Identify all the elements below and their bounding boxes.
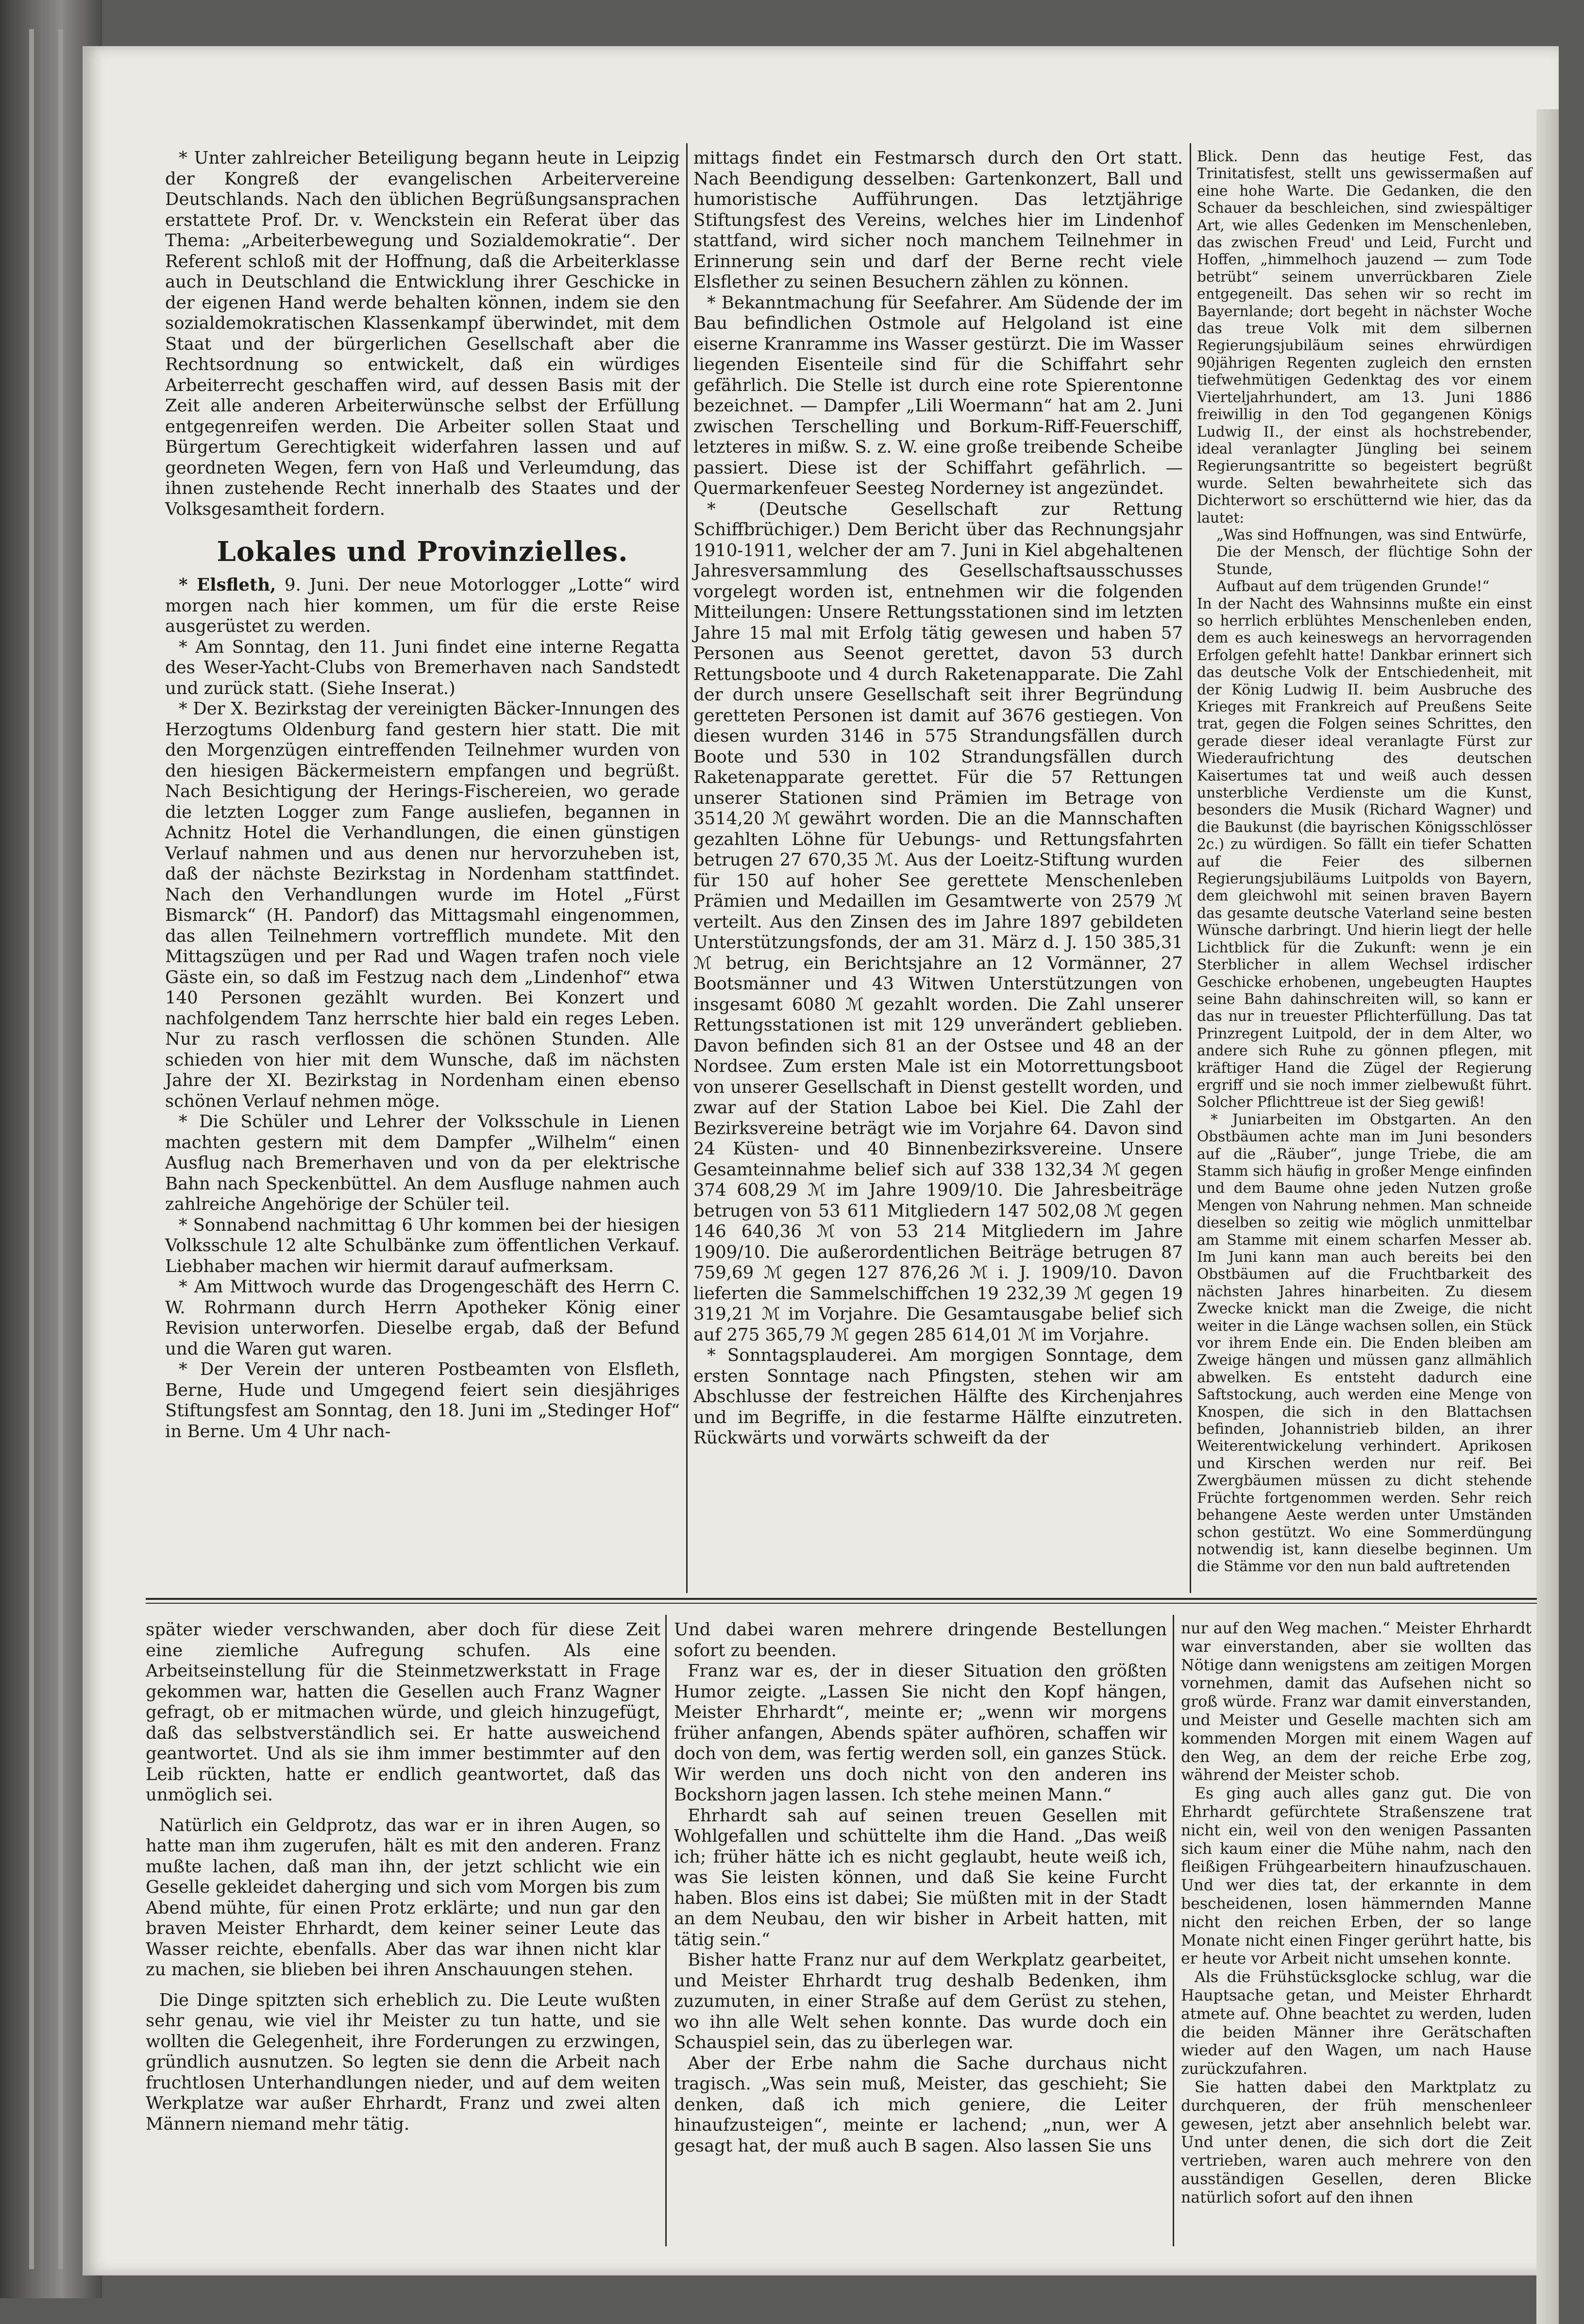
top-column-3 — [1197, 148, 1532, 1576]
article-drogengeschaeft: * Am Mittwoch wurde das Drogengeschäft des Herrn C. W. Rohrmann durch Herrn Apotheker König einer Revision unterworfen. Dieselbe ergab, daß der Befund und die Waren gut waren. — [165, 1277, 680, 1359]
poem-line: Aufbaut auf dem trügenden Grunde!“ — [1216, 578, 1490, 595]
dateline: * Elsfleth, — [179, 575, 276, 595]
article-seefahrer: * Bekanntmachung für Seefahrer. Am Südende der im Bau befindlichen Ostmole auf Helgoland ist eine eiserne Kranramme ins Wasser gestürzt. Die im Wasser liegenden Eisenteile sind für die Schiffahrt sehr gefährlich. Die Stelle ist durch eine rote Spierentonne bezeichnet. — Dampfer „Lili Woermann“ hat am 2. Juni zwischen Terschelling und Borkum-Riff-Feuerschiff, letzteres in mißw. S. z. W. eine große treibende Scheibe passiert. Diese ist der Schiffahrt gefährlich. — Quermarkenfeuer Seesteg Norderney ist angezündet. — [693, 292, 1183, 498]
article-elsfleth-logger — [165, 575, 680, 637]
article-rettung-schiffbruechiger: * (Deutsche Gesellschaft zur Rettung Schiffbrüchiger.) Dem Bericht über das Rechnungsjahr 1910-1911, welcher der am 7. Juni in Kiel abgehaltenen Jahresversammlung des Gesellschaftsausschusses vorgelegt worden ist, entnehmen wir die folgenden Mitteilungen: Unsere Rettungsstationen sind im letzten Jahre 15 mal mit Erfolg tätig gewesen und haben 57 Personen aus Seenot gerettet, davon 53 durch Rettungsboote und 4 durch Raketenapparate. Die Zahl der durch unsere Gesellschaft seit ihrer Begründung geretteten Personen ist damit auf 3676 gestiegen. Von diesen wurden 3146 in 575 Strandungsfällen durch Boote und 530 in 102 Strandungsfällen durch Raketenapparate gerettet. Für die 57 Rettungen unserer Stationen sind Prämien im Betrage von 3514,20 ℳ gewährt worden. Die an die Mannschaften gezahlten Löhne für Uebungs- und Rettungsfahrten betrugen 27 670,35 ℳ. Aus der Loeitz-Stiftung wurden für 150 auf hoher See gerettete Menschenleben Prämien und Medaillen im Gesamtwerte von 2579 ℳ verteilt. Aus den Zinsen des im Jahre 1897 gebildeten Unterstützungsfonds, der am 31. März d. J. 150 385,31 ℳ betrug, ein Berichtsjahre an 12 Vormänner, 27 Bootsmänner und 43 Witwen Unterstützungen von insgesamt 6080 ℳ gezahlt worden. Die Zahl unserer Rettungsstationen ist mit 129 unverändert geblieben. Davon befinden sich 81 an der Ostsee und 48 an der Nordsee. Zum ersten Male ist ein Motorrettungsboot von unserer Gesellschaft in Dienst gestellt worden, und zwar auf der Station Laboe bei Kiel. Die Zahl der Bezirksvereine beträgt wie im Vorjahre 64. Davon sind 24 Küsten- und 40 Binnenbezirksvereine. Unsere Gesamteinnahme belief sich auf 338 132,34 ℳ gegen 374 608,29 ℳ im Jahre 1909/10. Die Jahresbeiträge betrugen von 53 611 Mitgliedern 147 502,08 ℳ gegen 146 640,36 ℳ von 53 214 Mitgliedern im Jahre 1909/10. Die außerordentlichen Beiträge betrugen 87 759,69 ℳ gegen 127 876,26 ℳ i. J. 1909/10. Davon lieferten die Sammelschiffchen 19 232,39 ℳ gegen 19 319,21 ℳ im Vorjahre. Die Gesamtausgabe belief sich auf 275 365,79 ℳ gegen 285 614,01 ℳ im Vorjahre. — [693, 499, 1183, 1345]
story-paragraph: Bisher hatte Franz nur auf dem Werkplatz gearbeitet, und Meister Ehrhardt trug deshalb Bedenken, ihm zuzumuten, in einer Straße auf dem Gerüst zu stehen, wo ihn alle Welt sehen konnte. Das wurde doch ein Schauspiel sein, das zu überlegen war. — [674, 1950, 1167, 2053]
story-paragraph: nur auf den Weg machen.“ Meister Ehrhardt war einverstanden, aber sie wollten das Nötige dann wenigstens am zeitigen Morgen vornehmen, damit das Aufsehen nicht so groß würde. Franz war damit einverstanden, und Meister und Geselle machten sich am kommenden Morgen mit einem Wagen auf den Weg, an dem der reiche Erbe zog, während der Meister schob. — [1181, 1620, 1532, 1784]
article-trinitatis: Blick. Denn das heutige Fest, das Trinitatisfest, stellt uns gewissermaßen auf eine hohe Warte. Die Gedanken, die den Schauer da beschleichen, sind zwiespältiger Art, wie alles Gedenken im Menschenleben, das zwischen Freud' und Leid, Furcht und Hoffen, „himmelhoch jauzend — zum Tode betrübt“ seinem unverrückbaren Ziele entgegeneilt. Das sehen wir so recht im Bayernlande; dort begeht in nächster Woche das treue Volk mit dem silbernen Regierungsjubiläum seines ehrwürdigen 90jährigen Regenten zugleich den ernsten tiefwehmütigen Gedenktag des vor einem Vierteljahrhundert, am 13. Juni 1886 freiwillig in den Tod gegangenen Königs Ludwig II., der einst als hochstrebender, ideal veranlagter Jüngling bei seinem Regierungsantritte so begeistert begrüßt wurde. Selten bewahrheitete sich das Dichterwort so erschütternd wie hier, das da lautet: — [1197, 148, 1532, 526]
story-paragraph: Und dabei waren mehrere dringende Bestellungen sofort zu beenden. — [674, 1620, 1167, 1661]
poem-line: „Was sind Hoffnungen, was sind Entwürfe, — [1216, 526, 1527, 543]
story-paragraph: Aber der Erbe nahm die Sache durchaus nicht tragisch. „Was sein muß, Meister, das geschieht; Sie denken, daß ich mich geniere, die Leiter hinaufzusteigen“, meinte er lachend; „nun, wer A gesagt hat, der muß auch B sagen. Also lassen Sie uns — [674, 2053, 1167, 2156]
column-rule — [1190, 143, 1191, 1593]
article-juniarbeiten: * Juniarbeiten im Obstgarten. An den Obstbäumen achte man im Juni besonders auf die „Räuber“, junge Triebe, die am Stamm sich häufig in großer Menge einfinden und dem Baume ohne jeden Nutzen große Mengen von Nahrung nehmen. Man schneide dieselben so zeitig wie möglich unmittelbar am Stamme mit einem scharfen Messer ab. Im Juni kann man auch bereits bei den Obstbäumen auf die Fruchtbarkeit des nächsten Jahres hinarbeiten. Zu diesem Zwecke knickt man die Zweige, die nicht weiter in die Länge wachsen sollen, ein Stück vor ihrem Ende ein. Die Enden bleiben am Zweige hängen und müssen ganz allmählich abwelken. Es entsteht dadurch eine Saftstockung, auch werden eine Menge von Knospen, die sich in den Blattachsen befinden, Johannistrieb bilden, an ihrer Weiterentwickelung verhindert. Aprikosen und Kirschen werden nur reif. Bei Zwergbäumen müssen zu dicht stehende Früchte fortgenommen werden. Sehr reich behangene Aeste werden unter Umständen schon gestützt. Wo eine Sommerdüngung notwendig ist, kann dieselbe beginnen. Um die Stämme vor den nun bald auftretenden — [1197, 1111, 1532, 1575]
article-ludwig: In der Nacht des Wahnsinns mußte ein einst so herrlich erblühtes Menschenleben enden, dem es auch keineswegs an hervorragenden Erfolgen gefehlt hatte! Dankbar erinnert sich das deutsche Volk der Entschiedenheit, mit der König Ludwig II. beim Ausbruche des Krieges mit Frankreich auf Preußens Seite trat, gegen die Folgen seines Schrittes, den gerade dieser ideal veranlagte Fürst zur Wiederaufrichtung des deutschen Kaisertumes tat und weiß auch dessen unsterbliche Verdienste um die Kunst, besonders die Musik (Richard Wagner) und die Baukunst (die bayrischen Königsschlösser 2c.) zu würdigen. So fällt ein tiefer Schatten auf die Feier des silbernen Regierungsjubiläums Luitpolds von Bayern, dem gleichwohl mit seinen braven Bayern das gesamte deutsche Vaterland seine besten Wünsche darbringt. Und hierin liegt der helle Lichtblick für die Zukunft: wenn je ein Sterblicher in allem Wechsel irdischer Geschicke erhobenen, ungebeugten Hauptes seine Bahn dahinschreiten will, so kann er das nur in treuester Pflichterfüllung. Das tat Prinzregent Luitpold, der in dem Alter, wo andere sich Ruhe zu gönnen pflegen, mit kräftiger Hand die Zügel der Regierung ergriff und sie noch immer zielbewußt führt. Solcher Pflichttreue ist der Sieg gewiß! — [1197, 595, 1532, 1111]
article-regatta: * Am Sonntag, den 11. Juni findet eine interne Regatta des Weser-Yacht-Clubs von Bremerhaven nach Sandstedt und zurück statt. (Siehe Inserat.) — [165, 637, 680, 698]
story-paragraph: Als die Frühstücksglocke schlug, war die Hauptsache getan, und Meister Ehrhardt atmete auf. Ohne beachtet zu werden, luden die beiden Männer ihre Gerätschaften wieder auf den Wagen, um nach Hause zurückzufahren. — [1181, 1968, 1532, 2078]
article-text: 9. Juni. Der neue Motorlogger „Lotte“ wird morgen nach hier kommen, um für die erste Reise ausgerüstet zu werden. — [165, 575, 680, 636]
story-paragraph: Natürlich ein Geldprotz, das war er in ihren Augen, so hatte man ihm zugerufen, hält es mit den anderen. Franz mußte lachen, daß man ihn, der jetzt schlicht wie ein Geselle gekleidet daherging und sich vom Morgen bis zum Abend mühte, für einen Protz erklärte; und nun gar den braven Meister Ehrhardt, dem keiner seiner Leute das Wasser reichte, ebenfalls. Aber das war ihnen nicht klar zu machen, sie blieben bei ihren Anschauungen stehen. — [146, 1815, 660, 1980]
story-paragraph: Es ging auch alles ganz gut. Die von Ehrhardt gefürchtete Straßenszene trat nicht ein, weil von den wenigen Passanten sich kaum einer die Mühe nahm, nach den fleißigen Frühgearbeitern hinaufzuschauen. Und wer dies tat, der erkannte in dem bescheidenen, losen hämmernden Manne nicht den reichen Erben, der so lange Monate nicht einen Finger gerührt hatte, bis er heute vor Arbeit nicht umsehen konnte. — [1181, 1785, 1532, 1968]
story-paragraph: Sie hatten dabei den Marktplatz zu durchqueren, der früh menschenleer gewesen, jetzt aber ansehnlich belebt war. Und unter denen, die sich dort die Zeit vertrieben, waren auch mehrere von den ausständigen Gesellen, deren Blicke natürlich sofort auf den ihnen — [1181, 2078, 1532, 2206]
column-rule — [665, 1615, 667, 2246]
article-postbeamte: * Der Verein der unteren Postbeamten von Elsfleth, Berne, Hude und Umgegend feiert sein diesjähriges Stiftungsfest am Sonntag, den 18. Juni im „Stedinger Hof“ in Berne. Um 4 Uhr nach- — [165, 1359, 680, 1442]
column-rule — [1173, 1615, 1174, 2246]
bottom-column-3 — [1181, 1620, 1532, 2207]
story-paragraph: später wieder verschwanden, aber doch für diese Zeit eine ziemliche Aufregung schufen. Als eine Arbeitseinstellung für die Steinmetzwerkstatt in Frage gekommen war, hatten die Gesellen auch Franz Wagner gefragt, ob er mitmachen würde, und gleich hinzugefügt, daß das selbstverständlich sei. Er hatte ausweichend geantwortet. Und als sie ihm immer bestimmter auf den Leib rückten, hatte er endlich geantwortet, daß das unmöglich sei. — [146, 1620, 660, 1805]
bottom-column-1 — [146, 1620, 660, 2135]
article-congress: * Unter zahlreicher Beteiligung begann heute in Leipzig der Kongreß der evangelischen Arbeitervereine Deutschlands. Nach den üblichen Begrüßungsansprachen erstattete Prof. Dr. v. Wenckstein ein Referat über das Thema: „Arbeiterbewegung und Sozialdemokratie“. Der Referent schloß mit der Hoffnung, daß die Arbeiterklasse auch in Deutschland die Entwicklung ihrer Geschicke in der eigenen Hand werde behalten können, indem sie den sozialdemokratischen Klassenkampf überwindet, mit dem Staat und der bürgerlichen Gesellschaft aber die Rechtsordnung so entwickelt, daß ein würdiges Arbeiterrecht geschaffen wird, auf dessen Basis mit der Zeit alle anderen Arbeiterwünsche selbst der Erfüllung entgegenreifen werden. Die Arbeiter sollen Staat und Bürgertum Gerechtigkeit widerfahren lassen und auf geordneten Wegen, fern von Haß und Verleumdung, das ihnen zustehende Recht innerhalb des Staates und der Volksgesamtheit fordern. — [165, 148, 680, 519]
story-paragraph: Franz war es, der in dieser Situation den größten Humor zeigte. „Lassen Sie nicht den Kopf hängen, Meister Ehrhardt“, meinte er; „wenn wir morgens früher anfangen, Abends später aufhören, schaffen wir doch von dem, was fertig werden soll, ein ganzes Stück. Wir werden uns doch nicht von den anderen ins Bockshorn jagen lassen. Ich stehe meinen Mann.“ — [674, 1661, 1167, 1805]
top-column-1 — [165, 148, 680, 1442]
section-divider — [146, 1603, 1537, 1604]
story-paragraph: Ehrhardt sah auf seinen treuen Gesellen mit Wohlgefallen und schüttelte ihm die Hand. „Das weiß ich; früher hätte ich es nicht geglaubt, heute weiß ich, was Sie leisten können, und daß Sie keine Furcht haben. Blos eins ist dabei; Sie müßten mit in der Stadt an dem Neubau, den wir bisher in Arbeit hatten, mit tätig sein.“ — [674, 1805, 1167, 1950]
newspaper-page — [83, 46, 1559, 2275]
bottom-column-2 — [674, 1620, 1167, 2156]
top-column-2 — [693, 148, 1183, 1449]
poem-line: Die der Mensch, der flüchtige Sohn der Stunde, — [1216, 543, 1532, 577]
article-sonntagsplauderei: * Sonntagsplauderei. Am morgigen Sonntage, dem ersten Sonntage nach Pfingsten, stehen wir am Abschlusse der festreichen Hälfte des Kirchenjahres und im Begriffe, in die festarme Hälfte einzutreten. Rückwärts und vorwärts schweift da der — [693, 1345, 1183, 1448]
story-paragraph: Die Dinge spitzten sich erheblich zu. Die Leute wußten sehr genau, wie viel ihr Meister zu tun hatte, und sie wollten die Gelegenheit, ihre Forderungen zu erzwingen, gründlich ausnutzen. So legten sie denn die Arbeit nach fruchtlosen Unterhandlungen nieder, und auf dem weiten Werkplatze war außer Ehrhardt, Franz und zwei alten Männern niemand mehr tätig. — [146, 1990, 660, 2134]
section-heading: Lokales und Provinzielles. — [217, 536, 628, 568]
section-divider — [146, 1598, 1537, 1600]
spine-strip — [58, 29, 63, 2269]
article-schulbaenke: * Sonnabend nachmittag 6 Uhr kommen bei der hiesigen Volksschule 12 alte Schulbänke zum öffentlichen Verkauf. Liebhaber machen wir hiermit darauf aufmerksam. — [165, 1215, 680, 1276]
page-fold-edge — [1536, 109, 1559, 2324]
spine-strip — [29, 29, 34, 2269]
article-baecker-innungen: * Der X. Bezirkstag der vereinigten Bäcker-Innungen des Herzogtums Oldenburg fand gestern hier statt. Die mit den Morgenzügen eintreffenden Teilnehmer wurden von den hiesigen Bäckermeistern empfangen und begrüßt. Nach Besichtigung der Herings-Fischereien, wo gerade die letzten Logger zum Fange ausliefen, begannen in Achnitz Hotel die Verhandlungen, die einen günstigen Verlauf nahmen und aus denen nur hervorzuheben ist, daß der nächste Bezirkstag in Nordenham stattfindet. Nach den Verhandlungen wurde im Hotel „Fürst Bismarck“ (H. Pandorf) das Mittagsmahl eingenommen, das allen Teilnehmern vortrefflich mundete. Mit den Mittagszügen und per Rad und Wagen trafen noch viele Gäste ein, so daß im Festzug nach dem „Lindenhof“ etwa 140 Personen gezählt wurden. Bei Konzert und nachfolgendem Tanz herrschte hier bald ein reges Leben. Nur zu rasch verflossen die schönen Stunden. Alle schieden von hier mit dem Wunsche, daß im nächsten Jahre der XI. Bezirkstag in Nordenham einen ebenso schönen Verlauf nehmen möge. — [165, 699, 680, 1111]
article-schueler-ausflug: * Die Schüler und Lehrer der Volksschule in Lienen machten gestern mit dem Dampfer „Wilhelm“ einen Ausflug nach Bremerhaven und von da per elektrische Bahn nach Speckenbüttel. An dem Ausfluge nahmen auch zahlreiche Angehörige der Schüler teil. — [165, 1112, 680, 1214]
column-rule — [686, 143, 688, 1593]
article-festmarsch: mittags findet ein Festmarsch durch den Ort statt. Nach Beendigung desselben: Gartenkonzert, Ball und humoristische Aufführungen. Das letztjährige Stiftungsfest des Vereins, welches hier im Lindenhof stattfand, wird sicher noch manchem Teilnehmer in Erinnerung sein und darf der Berne recht viele Elsflether zu seinen Besuchern zählen zu können. — [693, 148, 1183, 292]
